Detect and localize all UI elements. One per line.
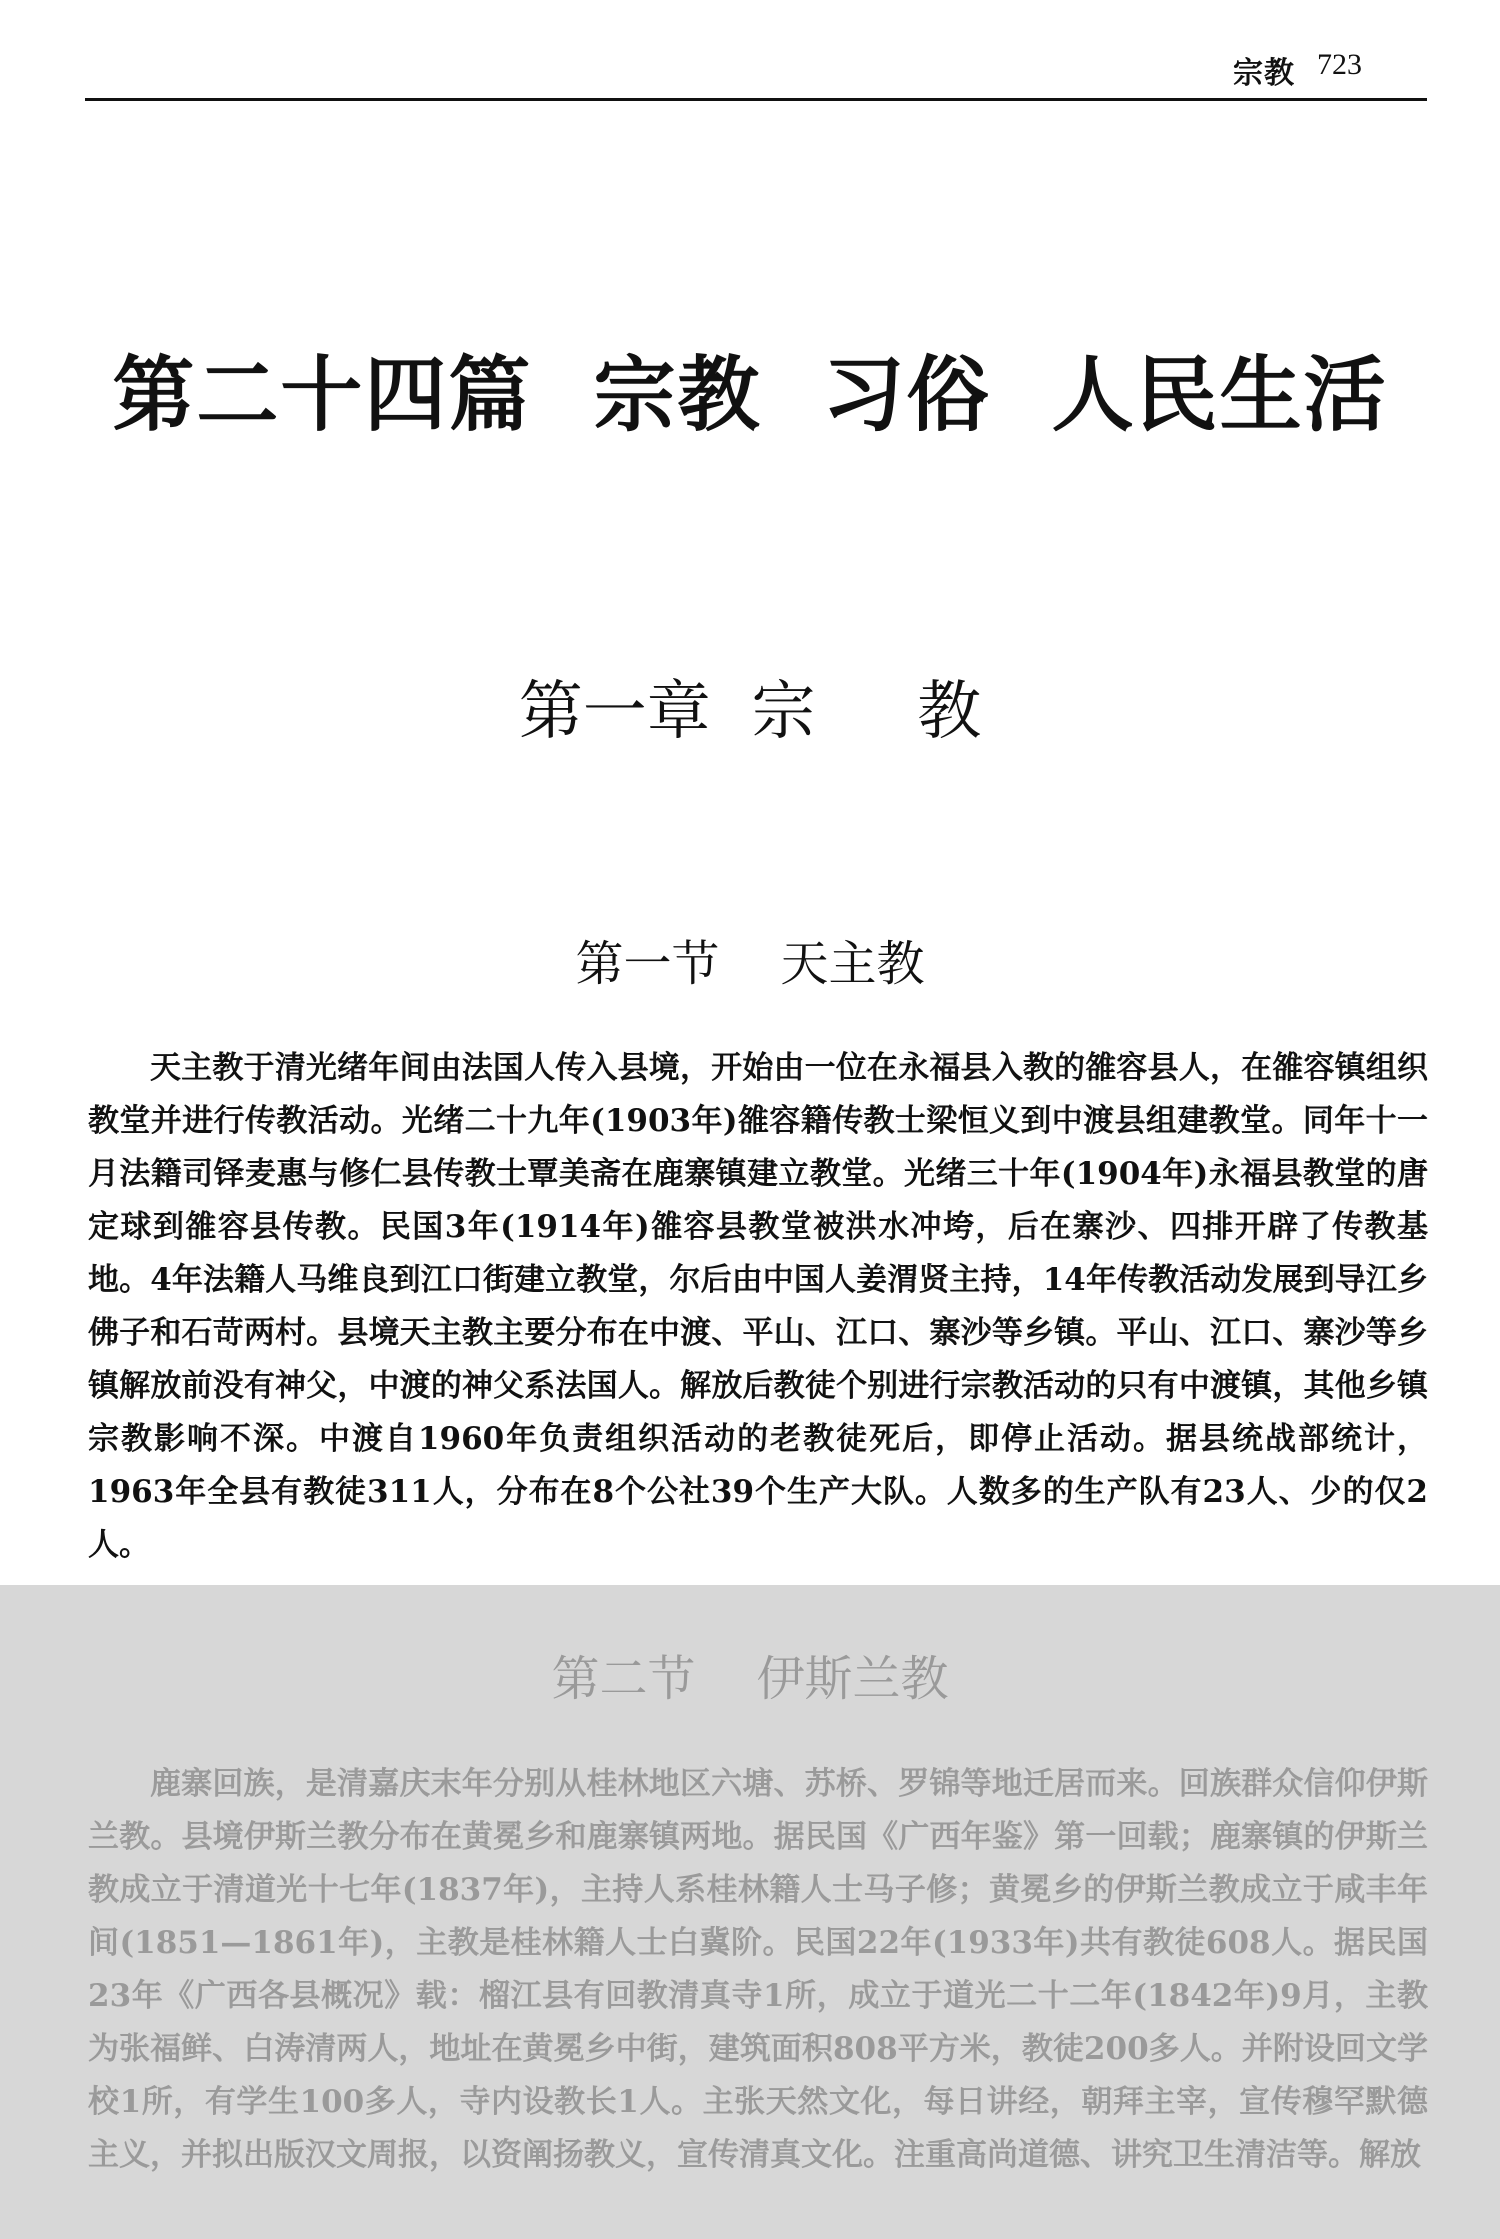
header-rule xyxy=(85,98,1427,101)
section-title-islam: 第二节 伊斯兰教 xyxy=(551,1651,949,1707)
page-number: 723 xyxy=(1317,48,1362,81)
section-paragraph-islam: 鹿寨回族，是清嘉庆末年分别从桂林地区六塘、苏桥、罗锦等地迁居而来。回族群众信仰伊斯兰教。县境伊斯兰教分布在黄冕乡和鹿寨镇两地。据民国《广西年鉴》第一回载；鹿寨镇的伊斯兰教成立于清道光十七年(1837年)，主持人系桂林籍人士马子修；黄冕乡的伊斯兰教成立于咸丰年间(1851—1861年)，主教是桂林籍人士白冀阶。民国22年(1933年)共有教徒608人。据民国23年《广西各县概况》载：榴江县有回教清真寺1所，成立于道光二十二年(1842年)9月，主教为张福鲜、白涛清两人，地址在黄冕乡中街，建筑面积808平方米，教徒200多人。并附设回文学校1所，有学生100多人，寺内设教长1人。主张天然文化，每日讲经，朝拜主宰，宣传穆罕默德主义，并拟出版汉文周报，以资阐扬教义，宣传清真文化。注重高尚道德、讲究卫生清洁等。解放 xyxy=(88,1766,1428,2173)
chapter-title: 第一章 宗 教 xyxy=(518,675,982,749)
section-title-catholicism: 第一节 天主教 xyxy=(575,936,925,992)
running-header-title: 宗教 xyxy=(1233,56,1295,91)
section-paragraph-catholicism: 天主教于清光绪年间由法国人传入县境，开始由一位在永福县入教的雒容县人，在雒容镇组织教堂并进行传教活动。光绪二十九年(1903年)雒容籍传教士梁恒义到中渡县组建教堂。同年十一月法籍司铎麦惠与修仁县传教士覃美斋在鹿寨镇建立教堂。光绪三十年(1904年)永福县教堂的唐定球到雒容县传教。民国3年(1914年)雒容县教堂被洪水冲垮，后在寨沙、四排开辟了传教基地。4年法籍人马维良到江口街建立教堂，尔后由中国人姜渭贤主持，14年传教活动发展到导江乡佛子和石苛两村。县境天主教主要分布在中渡、平山、江口、寨沙等乡镇。平山、江口、寨沙等乡镇解放前没有神父，中渡的神父系法国人。解放后教徒个别进行宗教活动的只有中渡镇，其他乡镇宗教影响不深。中渡自1960年负责组织活动的老教徒死后，即停止活动。据县统战部统计，1963年全县有教徒311人，分布在8个公社39个生产大队。人数多的生产队有23人、少的仅2人。 xyxy=(88,1050,1428,1563)
running-header xyxy=(0,40,1500,100)
part-title: 第二十四篇 宗教 习俗 人民生活 xyxy=(112,347,1388,443)
